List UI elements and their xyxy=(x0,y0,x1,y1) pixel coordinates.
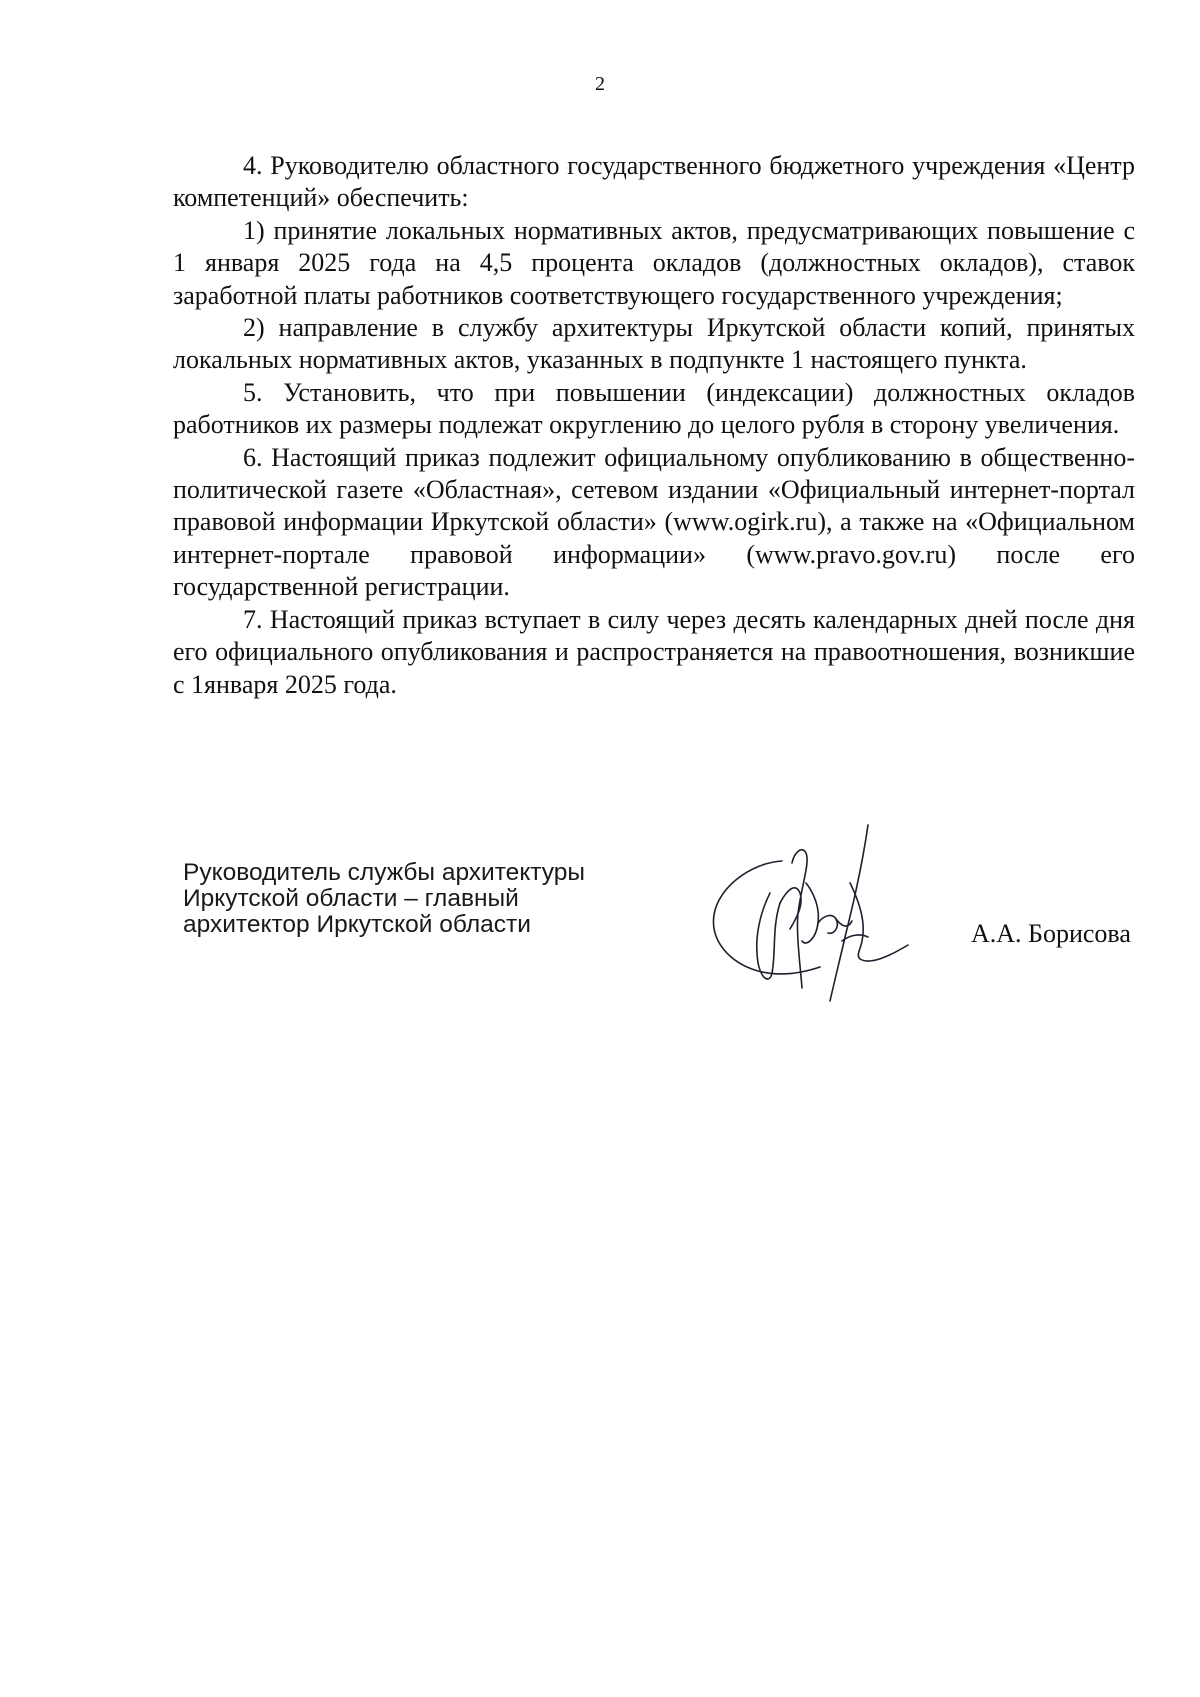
paragraph-item-6: 6. Настоящий приказ подлежит официальному опубликованию в общественно-политической газете «Областная», сетевом издании «Официальный интернет-портал правовой информации Иркутской области» (www.ogirk.ru), а также на «Официальном интернет-портале правовой информации» (www.pravo.gov.ru) после его государственной регистрации. xyxy=(173,442,1135,602)
handwritten-signature xyxy=(710,823,925,1003)
signatory-position-line: Руководитель службы архитектуры xyxy=(183,859,586,886)
signatory-position xyxy=(183,860,683,938)
paragraph-item-5: 5. Установить, что при повышении (индексации) должностных окладов работников их размеры подлежат округлению до целого рубля в сторону увеличения. xyxy=(173,377,1135,440)
paragraph-item-7: 7. Настоящий приказ вступает в силу через десять календарных дней после дня его официального опубликования и распространяется на правоотношения, возникшие с 1января 2025 года. xyxy=(173,604,1135,699)
page-number: 2 xyxy=(595,73,605,95)
paragraph-subitem-1: 1) принятие локальных нормативных актов, предусматривающих повышение с 1 января 2025 года на 4,5 процента окладов (должностных окладов), ставок заработной платы работников соответствующего государственного учреждения; xyxy=(173,215,1135,310)
paragraph-subitem-2: 2) направление в службу архитектуры Иркутской области копий, принятых локальных нормативных актов, указанных в подпункте 1 настоящего пункта. xyxy=(173,313,1135,375)
signatory-position-line: архитектор Иркутской области xyxy=(183,911,531,938)
document-body xyxy=(173,150,1135,701)
signatory-name: А.А. Борисова xyxy=(971,919,1131,948)
signatory-position-line: Иркутской области – главный xyxy=(183,885,519,912)
paragraph-item-4: 4. Руководителю областного государственного бюджетного учреждения «Центр компетенций» обеспечить: xyxy=(173,151,1135,213)
